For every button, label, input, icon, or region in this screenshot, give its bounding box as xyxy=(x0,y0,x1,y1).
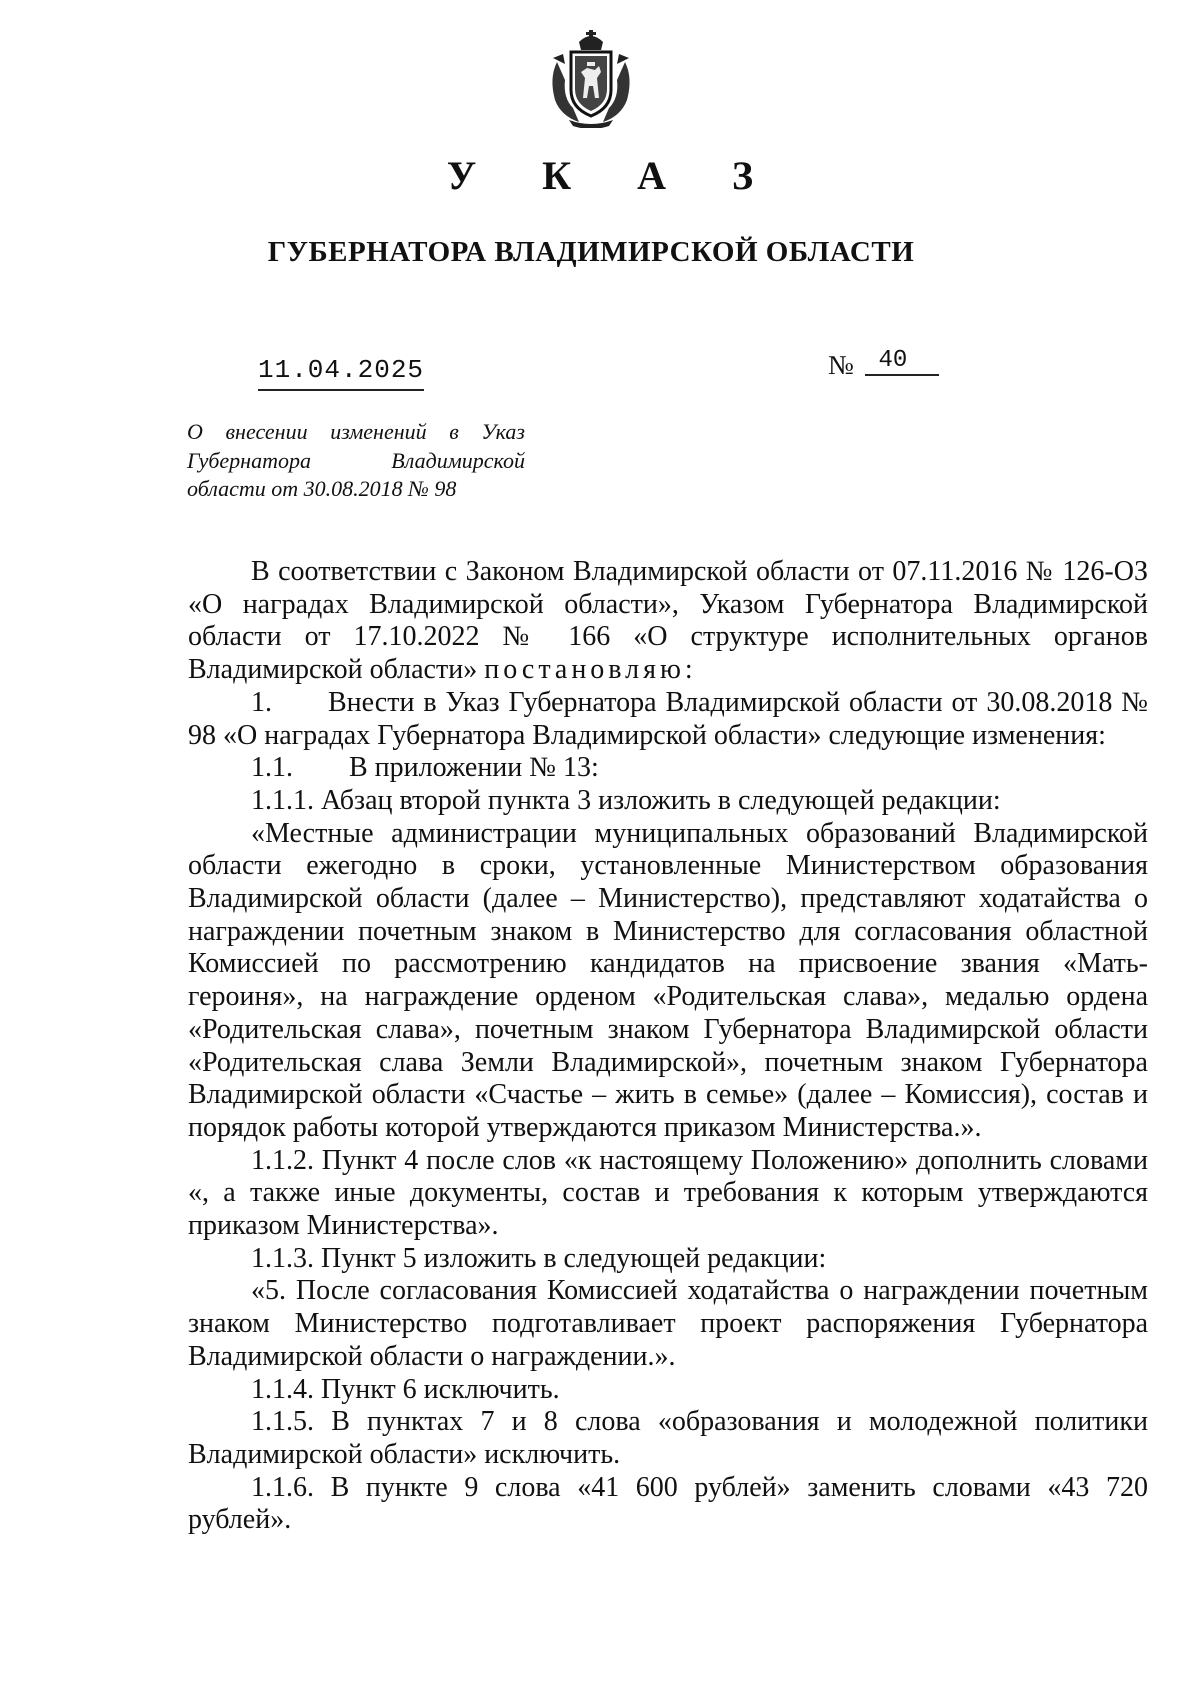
subject-line: области от 30.08.2018 № 98 xyxy=(187,476,457,501)
item-1-1-3: 1.1.3. Пункт 5 изложить в следующей редакции: xyxy=(251,1242,827,1274)
item-1: 1. Внести в Указ Губернатора Владимирской области от 30.08.2018 № 98 «О наградах Губернатора Владимирской области» следующие изменения: xyxy=(188,686,1148,751)
document-subtitle: ГУБЕРНАТОРА ВЛАДИМИРСКОЙ ОБЛАСТИ xyxy=(267,236,915,268)
item-1-1-2: 1.1.2. Пункт 4 после слов «к настоящему Положению» дополнить словами «, а также иные документы, состав и требования к которым утверждаются приказом Министерства». xyxy=(188,1144,1148,1242)
decree-body xyxy=(188,556,1148,1537)
subject-line: Губернатора Владимирской xyxy=(187,447,525,473)
decree-number-block xyxy=(828,347,939,384)
decree-date: 11.04.2025 xyxy=(258,355,424,391)
quote-paragraph-2: «5. После согласования Комиссией ходатайства о награждении почетным знаком Министерство подготавливает проект распоряжения Губернатора Владимирской области о награждении.». xyxy=(188,1275,1148,1372)
item-1-1-1: 1.1.1. Абзац второй пункта 3 изложить в следующей редакции: xyxy=(251,784,1001,816)
subject-line: О внесении изменений в Указ xyxy=(187,419,525,444)
intro-paragraph xyxy=(188,556,1148,687)
quote-paragraph-1: «Местные администрации муниципальных образований Владимирской области ежегодно в сроки, установленные Министерством образования Владимирской области (далее – Министерство), представляют ходатайства о награждении почетным знаком в Министерство для согласования областной Комиссией по рассмотрению кандидатов на присвоение звания «Мать-героиня», на награждение орденом «Родительская слава», медалью ордена «Родительская слава», почетным знаком Губернатора Владимирской области «Родительская слава Земли Владимирской», почетным знаком Губернатора Владимирской области «Счастье – жить в семье» (далее – Комиссия), состав и порядок работы которой утверждаются приказом Министерства.». xyxy=(188,817,1148,1143)
decree-subject xyxy=(187,418,525,504)
intro-text: В соответствии с Законом Владимирской области от 07.11.2016 № 126-ОЗ «О наградах Владимирской области», Указом Губернатора Владимирской области от 17.10.2022 № 166 «О структуре исполнительных органов Владимирской области» xyxy=(188,556,1148,686)
item-1-1-6: 1.1.6. В пункте 9 слова «41 600 рублей» заменить словами «43 720 рублей». xyxy=(188,1471,1148,1536)
number-label: № xyxy=(828,350,854,380)
item-1-1-5: 1.1.5. В пунктах 7 и 8 слова «образования и молодежной политики Владимирской области» исключить. xyxy=(188,1406,1148,1470)
decree-number: 40 xyxy=(865,347,939,376)
coat-of-arms-icon xyxy=(543,28,639,128)
item-1-1: 1.1. В приложении № 13: xyxy=(251,752,599,784)
document-title: У К А З xyxy=(446,153,782,198)
item-1-1-4: 1.1.4. Пункт 6 исключить. xyxy=(251,1373,560,1405)
decree-word: постановляю: xyxy=(484,654,697,686)
